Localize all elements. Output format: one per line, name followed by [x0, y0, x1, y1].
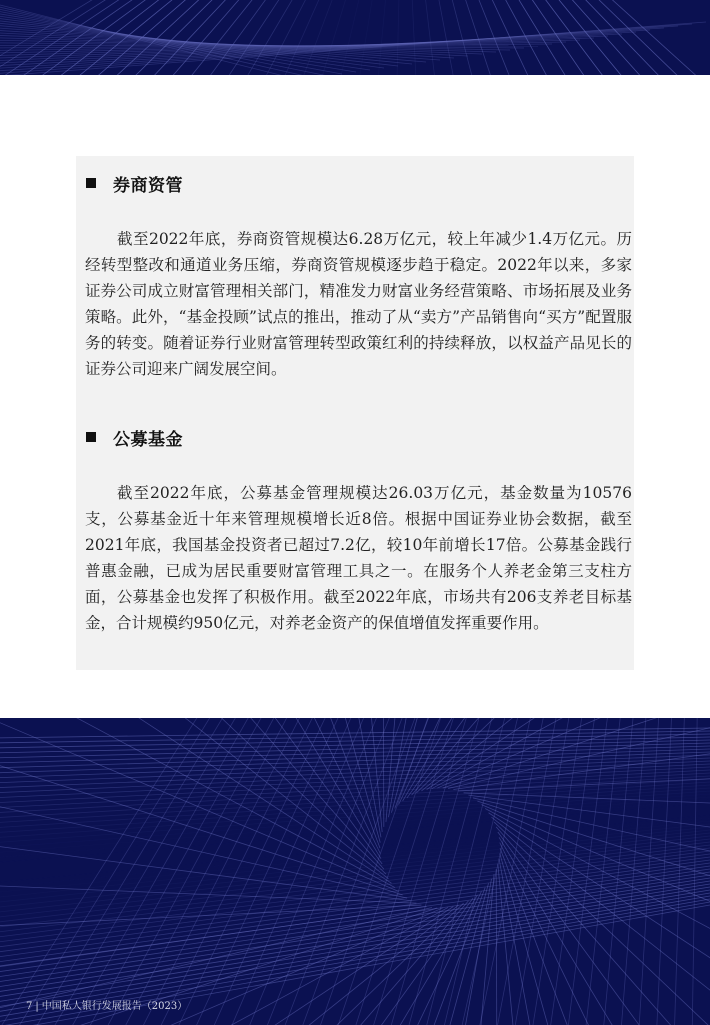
decorative-line [0, 860, 710, 958]
decorative-line [0, 761, 710, 793]
top-decorative-band [0, 0, 710, 75]
square-bullet-icon [86, 432, 96, 442]
decorative-line [283, 0, 321, 75]
section-paragraph: 截至2022年底，公募基金管理规模达26.03万亿元，基金数量为10576支，公募基金近十年来管理规模增长近8倍。根据中国证券业协会数据，截至2021年底，我国基金投资者已超过7.2亿，较10年前增长17倍。公募基金践行普惠金融，已成为居民重要财富管理工具之一。在服务个人养老金第三支柱方面，公募基金也发挥了积极作用。截至2022年底，市场共有206支养老目标基金，合计规模约950亿元，对养老金资产的保值增值发挥重要作用。 [85, 484, 632, 632]
decorative-line [337, 718, 442, 1025]
decorative-line [464, 0, 492, 75]
decorative-line [0, 836, 412, 901]
section-heading [86, 171, 183, 195]
decorative-line [388, 718, 475, 817]
decorative-line [0, 875, 710, 983]
decorative-line [604, 718, 634, 1025]
top-line-pattern [0, 0, 710, 75]
decorative-line [568, 0, 644, 75]
page-footer [26, 997, 187, 1012]
decorative-line [359, 0, 373, 75]
heading-text: 公募基金 [113, 429, 183, 450]
heading-text: 券商资管 [113, 175, 183, 196]
decorative-line [412, 0, 416, 75]
bottom-line-pattern [0, 718, 710, 1025]
decorative-line [169, 0, 243, 75]
decorative-line [397, 0, 399, 75]
decorative-line [425, 0, 435, 75]
decorative-line [489, 813, 710, 1025]
square-bullet-icon [86, 178, 96, 188]
bottom-decorative-band [0, 718, 710, 1025]
page-number: 7 [26, 1001, 33, 1012]
decorative-line [207, 0, 269, 75]
decorative-line [0, 884, 710, 998]
decorative-line [438, 0, 454, 75]
section-paragraph: 截至2022年底，券商资管规模达6.28万亿元，较上年减少1.4万亿元。历经转型整改和通道业务压缩，券商资管规模逐步趋于稳定。2022年以来，多家证券公司成立财富管理相关部门，精准发力财富业务经营策略、市场拓展及业务策略。此外，“基金投顾”试点的推出，推动了从“卖方”产品销售向“买方”配置服务的转变。随着证券行业财富管理转型政策红利的持续释放，以权益产品见长的证券公司迎来广阔发展空间。 [85, 230, 632, 378]
content-box [76, 156, 634, 670]
decorative-line [0, 752, 710, 778]
section-heading [86, 425, 183, 449]
footer-separator: | [35, 1001, 39, 1012]
decorative-line [0, 773, 710, 813]
decorative-line [586, 718, 621, 1025]
decorative-line [675, 718, 685, 1025]
decorative-line [485, 809, 710, 1025]
decorative-line [213, 718, 353, 1025]
decorative-line [0, 803, 710, 863]
decorative-line [0, 718, 200, 1025]
decorative-line [594, 0, 682, 75]
report-title: 中国私人银行发展报告（2023） [41, 1001, 188, 1012]
decorative-line [607, 0, 701, 75]
decorative-line [188, 0, 256, 75]
